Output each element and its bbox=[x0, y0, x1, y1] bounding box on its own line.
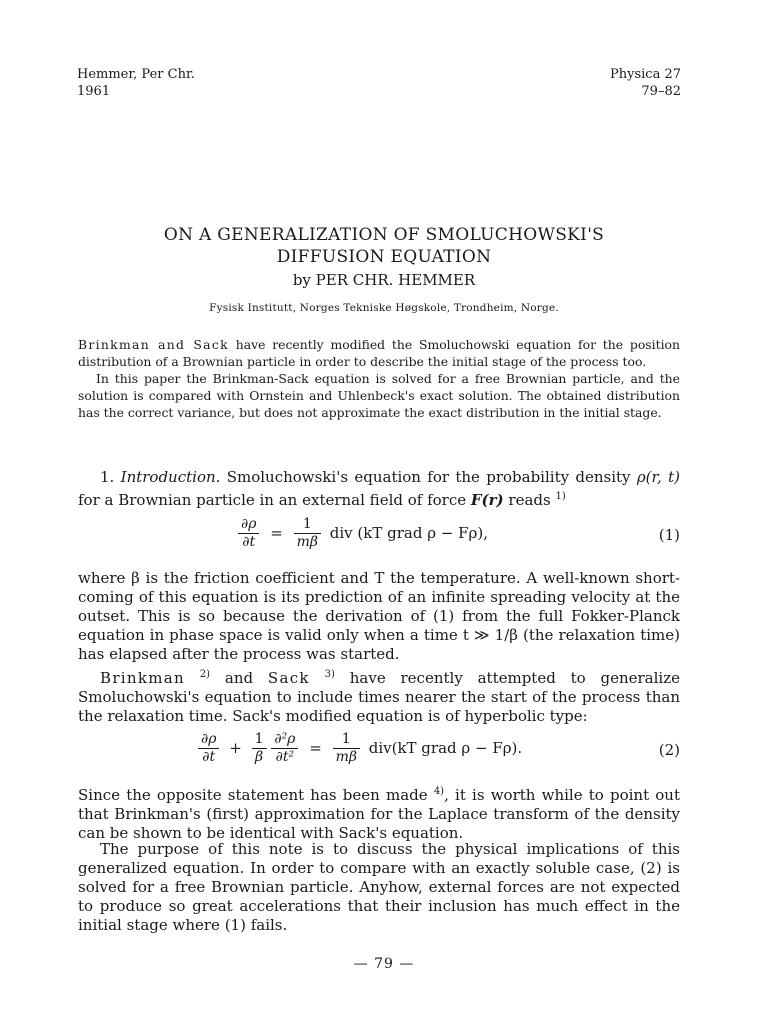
intro-text-c: reads bbox=[503, 491, 556, 509]
paragraph-5 bbox=[78, 840, 680, 935]
paper-title-line2: DIFFUSION EQUATION bbox=[276, 247, 492, 267]
paragraph-3 bbox=[78, 665, 680, 726]
eq2-rhs-fraction bbox=[333, 731, 360, 766]
paragraph-2 bbox=[78, 569, 680, 664]
equation-2 bbox=[78, 731, 680, 771]
para4-text-a: Since the opposite statement has been made bbox=[78, 786, 434, 804]
header-year: 1961 bbox=[77, 84, 111, 99]
equation-2-number: (2) bbox=[658, 741, 680, 759]
name-sack: Sack bbox=[267, 669, 310, 687]
eq2-term2-denominator: β bbox=[255, 749, 264, 765]
title-block bbox=[0, 224, 768, 314]
section-number: 1. bbox=[100, 468, 115, 486]
header-pages: 79–82 bbox=[641, 84, 681, 99]
header-author: Hemmer, Per Chr. bbox=[77, 67, 195, 82]
equation-2-body: $\frac{\partial\rho}{\partial t}$ + $\frac{1}{\beta}$ $\frac{\text{∂²ρ}}{\text{∂t²}}$ = $\frac{1}{m\beta}$ div(kT grad ρ − Fρ). bbox=[198, 731, 522, 766]
abstract-p1-text: have recently modified the Smoluchowski equation for the position distribution of a Brownian particle in order to describe the initial stage of the process too. bbox=[78, 337, 680, 369]
eq2-rhs-denominator: mβ bbox=[335, 749, 357, 765]
header-journal: Physica 27 bbox=[610, 67, 681, 82]
equation-1-number: (1) bbox=[658, 526, 680, 544]
section-heading: Introduction. bbox=[120, 468, 221, 486]
reference-3: 3) bbox=[324, 669, 335, 680]
paragraph-2-text: where β is the friction coefficient and T the temperature. A well-known short-coming of this equation is its prediction of an infinite spreading velocity at the outset. This is so because the derivation of (1) from the full Fokker-Planck equation in phase space is valid only when a time t ≫ 1/β (the relaxation time) has elapsed after the process was started. bbox=[78, 569, 680, 663]
eq2-term3-fraction bbox=[271, 731, 298, 766]
paper-title-line1: ON A GENERALIZATION OF SMOLUCHOWSKI'S bbox=[163, 225, 605, 245]
paragraph-3-text bbox=[78, 665, 680, 726]
abstract-authors: Brinkman and Sack bbox=[78, 337, 229, 352]
eq2-rhs-numerator: 1 bbox=[333, 731, 360, 749]
abstract bbox=[78, 336, 680, 421]
eq1-lhs-denominator: ∂t bbox=[242, 534, 256, 550]
para4-text-b: , it is worth while to point out that Brinkman's (first) approximation for the Laplace transform of the density can be shown to be identical with Sack's equation. bbox=[78, 786, 680, 842]
abstract-paragraph-2: In this paper the Brinkman-Sack equation is solved for a free Brownian particle, and the solution is compared with Ornstein and Uhlenbeck's exact solution. The obtained distribution has the correct variance, but does not approximate the exact distribution in the initial stage. bbox=[78, 371, 680, 420]
eq2-term1-denominator: ∂t bbox=[202, 749, 216, 765]
intro-text-b: for a Brownian particle in an external field of force bbox=[78, 491, 471, 509]
name-brinkman: Brinkman bbox=[100, 669, 185, 687]
section-intro bbox=[78, 468, 680, 510]
reference-1: 1) bbox=[555, 491, 566, 502]
eq2-term2-numerator: 1 bbox=[252, 731, 267, 749]
paragraph-4 bbox=[78, 782, 680, 843]
affiliation: Fysisk Institutt, Norges Tekniske Høgskole, Trondheim, Norge. bbox=[209, 302, 559, 314]
eq1-lhs-numerator: ∂ρ bbox=[238, 516, 259, 534]
header-left bbox=[77, 66, 195, 100]
para3-rest: have recently attempted to generalize Smoluchowski's equation to include times nearer the start of the process than the relaxation time. Sack's modified equation is of hyperbolic type: bbox=[78, 669, 680, 725]
page-number: — 79 — bbox=[353, 956, 415, 972]
intro-paragraph bbox=[78, 468, 680, 510]
intro-text-a: Smoluchowski's equation for the probability density bbox=[220, 468, 637, 486]
equation-1-body: $\frac{\partial\rho}{\partial t}$ = $\frac{1}{m\beta}$ div (kT grad ρ − Fρ), bbox=[238, 516, 488, 551]
eq1-lhs-fraction bbox=[238, 516, 259, 551]
paragraph-5-text: The purpose of this note is to discuss the physical implications of this generalized equation. In order to compare with an exactly soluble case, (2) is solved for a free Brownian particle. Anyhow, external forces are not expected to produce so great accelerations that their inclusion has much effect in the initial stage where (1) fails. bbox=[78, 840, 680, 934]
eq1-rhs-numerator: 1 bbox=[294, 516, 321, 534]
reference-2: 2) bbox=[199, 669, 211, 680]
byline: by PER CHR. HEMMER bbox=[292, 271, 476, 289]
eq1-rhs-expression: div (kT grad ρ − Fρ), bbox=[329, 523, 488, 542]
force-symbol: F(r) bbox=[470, 491, 504, 509]
para3-and: and bbox=[210, 669, 268, 687]
reference-4: 4) bbox=[433, 786, 445, 797]
abstract-paragraph-1 bbox=[78, 336, 680, 370]
equation-1 bbox=[78, 516, 680, 556]
eq1-rhs-fraction bbox=[294, 516, 321, 551]
eq2-term3-numerator: ∂²ρ bbox=[271, 731, 298, 749]
eq2-term1-fraction bbox=[198, 731, 219, 766]
eq2-rhs-expression: div(kT grad ρ − Fρ). bbox=[368, 738, 523, 757]
eq2-term3-denominator: ∂t² bbox=[275, 749, 295, 765]
eq2-term1-numerator: ∂ρ bbox=[198, 731, 219, 749]
eq1-rhs-denominator: mβ bbox=[296, 534, 318, 550]
header-right bbox=[610, 66, 681, 100]
rho-symbol: ρ(r, t) bbox=[636, 468, 680, 486]
paragraph-4-text bbox=[78, 782, 680, 843]
eq2-term2-fraction bbox=[252, 731, 267, 766]
